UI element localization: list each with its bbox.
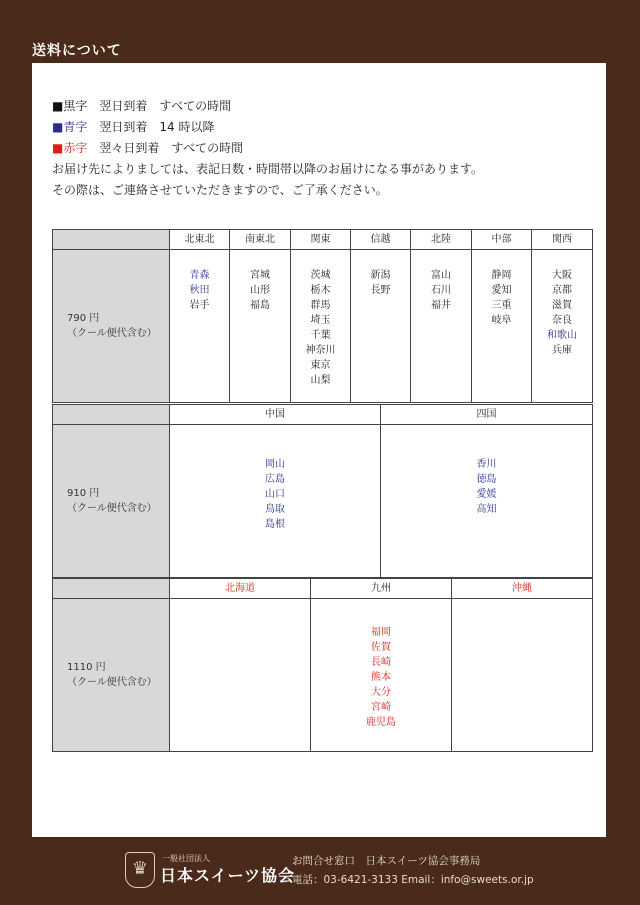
pref-list: [452, 599, 592, 617]
pref-list: [291, 250, 350, 388]
prefecture-name: 鹿児島: [366, 717, 396, 728]
pref-list: [472, 250, 531, 328]
pref-list: [311, 599, 451, 730]
pref-cell: [452, 599, 593, 752]
prefecture-name: 大阪: [552, 270, 572, 281]
prefecture-name: 山形: [250, 285, 270, 296]
prefecture-name: 福島: [250, 300, 270, 311]
header-blank: [53, 579, 170, 599]
region-header: 北東北: [170, 230, 230, 250]
legend-text: 翌日到着 14 時以降: [99, 120, 215, 134]
pref-list: [351, 250, 410, 298]
prefecture-name: 宮崎: [371, 702, 391, 713]
pref-cell: [170, 425, 381, 578]
prefecture-name: 埼玉: [310, 315, 331, 326]
region-header: 関西: [532, 230, 593, 250]
prefecture-name: 愛媛: [476, 489, 497, 500]
prefecture-name: 群馬: [310, 300, 331, 311]
prefecture-name: 兵庫: [552, 345, 572, 356]
price-cell: [53, 599, 170, 752]
pref-list: [532, 250, 592, 358]
legend: [52, 96, 483, 201]
prefecture-name: 三重: [491, 300, 512, 311]
prefecture-name: 和歌山: [547, 330, 577, 341]
legend-text: 翌々日到着 すべての時間: [99, 141, 244, 155]
prefecture-name: 東京: [310, 360, 331, 371]
region-header: 九州: [311, 579, 452, 599]
prefecture-name: 鳥取: [265, 504, 285, 515]
region-header: 南東北: [230, 230, 291, 250]
price-cell: [53, 425, 170, 578]
region-header: 中国: [170, 405, 381, 425]
pref-cell: [411, 250, 472, 403]
pref-list: [170, 599, 310, 617]
pref-cell: [230, 250, 291, 403]
prefecture-name: 佐賀: [371, 642, 391, 653]
pref-cell: [170, 599, 311, 752]
region-header: 北海道: [170, 579, 311, 599]
association-crest-icon: ♛: [125, 852, 155, 888]
shipping-table-910: [52, 404, 593, 578]
price: 910 円: [67, 488, 100, 499]
prefecture-name: 山梨: [310, 375, 331, 386]
prefecture-name: 茨城: [310, 270, 331, 281]
prefecture-name: 長崎: [371, 657, 391, 668]
prefecture-name: 奈良: [552, 315, 572, 326]
footer: [0, 838, 640, 905]
note-1: お届け先によりましては、表記日数・時間帯以降のお届けになる事があります。: [52, 162, 484, 176]
pref-cell: [532, 250, 593, 403]
prefecture-name: 香川: [476, 459, 497, 470]
contact-office: お問合せ窓口 日本スイーツ協会事務局: [292, 855, 481, 867]
contact-details: 電話：03-6421-3133 Email：info@sweets.or.jp: [292, 874, 534, 886]
pref-list: [230, 250, 290, 313]
price-note: （クール便代含む）: [67, 677, 157, 688]
region-header: 沖縄: [452, 579, 593, 599]
prefecture-name: 新潟: [370, 270, 391, 281]
legend-marker: ■: [52, 99, 64, 113]
pref-list: [381, 425, 592, 517]
prefecture-name: 広島: [265, 474, 285, 485]
pref-cell: [351, 250, 411, 403]
header-blank: [53, 230, 170, 250]
price: 1110 円: [67, 662, 106, 673]
prefecture-name: 山口: [265, 489, 285, 500]
pref-cell: [472, 250, 532, 403]
shipping-table-790: [52, 229, 593, 403]
legend-label: 赤字: [63, 141, 88, 155]
prefecture-name: 大分: [371, 687, 391, 698]
legend-blue: [52, 117, 483, 138]
prefecture-name: 秋田: [189, 285, 210, 296]
price-note: （クール便代含む）: [67, 503, 157, 514]
region-header: 関東: [291, 230, 351, 250]
pref-cell: [170, 250, 230, 403]
pref-cell: [311, 599, 452, 752]
prefecture-name: 富山: [431, 270, 451, 281]
header-blank: [53, 405, 170, 425]
prefecture-name: 神奈川: [305, 345, 336, 356]
region-header: 四国: [381, 405, 593, 425]
org-type: 一般社団法人: [162, 854, 210, 863]
region-header: 信越: [351, 230, 411, 250]
prefecture-name: 石川: [431, 285, 451, 296]
legend-marker: ■: [52, 141, 64, 155]
prefecture-name: 高知: [476, 504, 497, 515]
prefecture-name: 岐阜: [491, 315, 512, 326]
pref-cell: [381, 425, 593, 578]
prefecture-name: 静岡: [491, 270, 512, 281]
prefecture-name: 福井: [431, 300, 451, 311]
legend-marker: ■: [52, 120, 64, 134]
prefecture-name: 岩手: [189, 300, 210, 311]
legend-text: 翌日到着 すべての時間: [99, 99, 232, 113]
pref-list: [170, 250, 229, 313]
prefecture-name: 福岡: [371, 627, 391, 638]
price-cell: [53, 250, 170, 403]
prefecture-name: 愛知: [491, 285, 512, 296]
shipping-table-1110: [52, 578, 593, 752]
legend-red: [52, 138, 483, 159]
legend-label: 青字: [63, 120, 88, 134]
prefecture-name: 青森: [189, 270, 210, 281]
pref-list: [411, 250, 471, 313]
page-title: 送料について: [32, 43, 122, 59]
org-name: 日本スイーツ協会: [160, 866, 296, 885]
price: 790 円: [67, 313, 100, 324]
region-header: 北陸: [411, 230, 472, 250]
prefecture-name: 千葉: [310, 330, 331, 341]
prefecture-name: 栃木: [310, 285, 331, 296]
prefecture-name: 岡山: [265, 459, 285, 470]
prefecture-name: 滋賀: [552, 300, 572, 311]
legend-black: [52, 96, 483, 117]
pref-cell: [291, 250, 351, 403]
note-2: その際は、ご連絡させていただきますので、ご了承ください。: [52, 183, 388, 197]
prefecture-name: 熊本: [371, 672, 391, 683]
pref-list: [170, 425, 380, 532]
region-header: 中部: [472, 230, 532, 250]
prefecture-name: 徳島: [476, 474, 497, 485]
legend-label: 黒字: [63, 99, 88, 113]
prefecture-name: 宮城: [250, 270, 270, 281]
prefecture-name: 島根: [265, 519, 285, 530]
prefecture-name: 長野: [370, 285, 391, 296]
price-note: （クール便代含む）: [67, 328, 157, 339]
prefecture-name: 京都: [552, 285, 572, 296]
